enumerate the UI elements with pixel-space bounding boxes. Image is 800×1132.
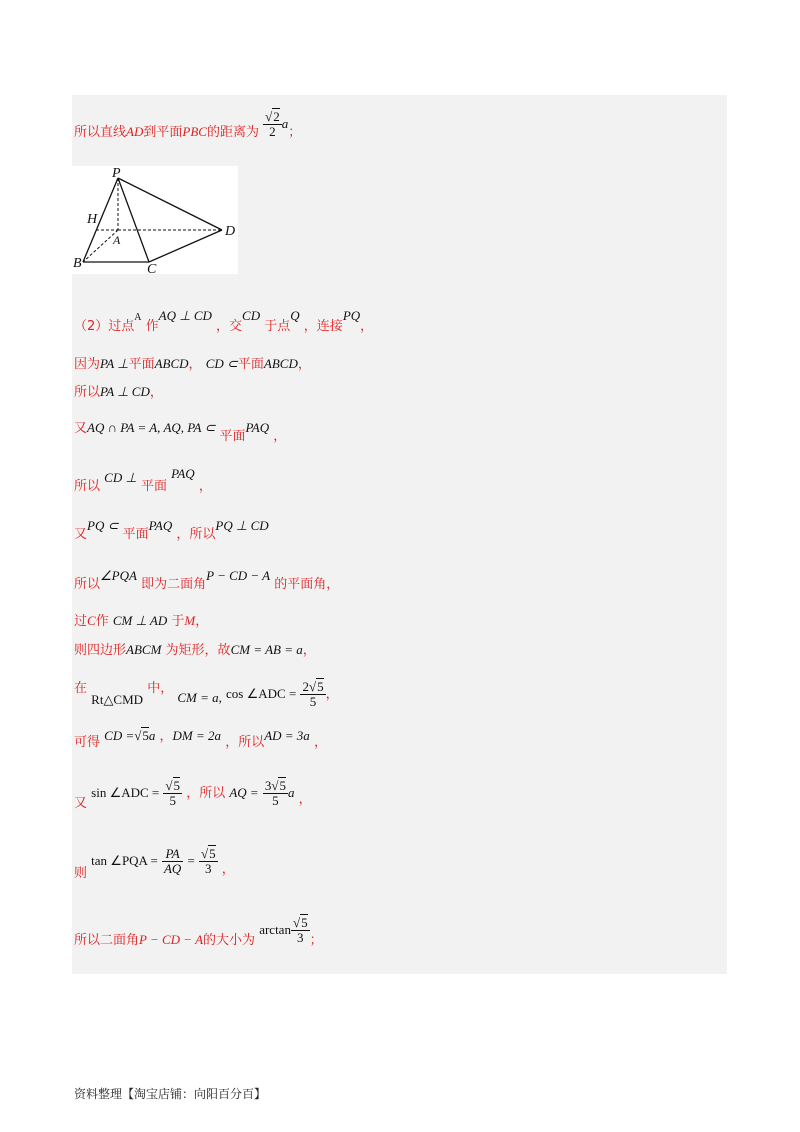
solution-line-15: 所以二面角P − CD − A的大小为 arctan $\frac{√5}{3}$ ； — [74, 915, 323, 948]
label-D: D — [225, 224, 236, 239]
label-A: A — [113, 233, 121, 247]
solution-line-7: 又PQ ⊂ 平面PAQ ，所以PQ ⊥ CD — [74, 518, 269, 542]
solution-line-5: 又AQ ∩ PA = A, AQ, PA ⊂ 平面PAQ ， — [74, 420, 287, 444]
label-B: B — [73, 256, 82, 271]
solution-line-9: 过C作 CM ⊥ AD 于M， — [74, 613, 209, 629]
solution-line-11: 在 Rt△CMD 中， CM = a, cos ∠ADC = $\frac{2√5}{5}$ ， — [74, 679, 339, 709]
label-H: H — [87, 212, 98, 227]
edge-CD — [149, 230, 222, 262]
solution-line-4: 所以PA ⊥ CD， — [74, 384, 163, 400]
pyramid-diagram — [72, 166, 238, 274]
cos-fraction: $\frac{2√5}{5}$ — [302, 679, 324, 709]
solution-line-10: 则四边形ABCM 为矩形，故CM = AB = a， — [74, 642, 316, 658]
aq-fraction: $\frac{3√5}{5}$ — [264, 778, 286, 808]
pyramid-figure — [72, 166, 238, 274]
solution-line-12: 可得 CD =√5a ，DM = 2a ，所以AD = 3a ， — [74, 728, 327, 750]
solution-line-3: 因为PA ⊥平面ABCD， CD ⊂平面ABCD， — [74, 356, 311, 372]
solution-line-14: 则 tan ∠PQA = $\frac{PA}{AQ}$ = $\frac{√5}{3}$ ， — [74, 846, 235, 881]
label-P: P — [112, 166, 121, 181]
footer-source: 资料整理【淘宝店铺：向阳百分百】 — [74, 1087, 267, 1101]
sin-fraction: $\frac{√5}{5}$ — [165, 778, 181, 808]
solution-line-6: 所以 CD ⊥ 平面 PAQ ， — [74, 466, 212, 494]
solution-line-1: 所以直线AD到平面PBC的距离为 $\frac{√2}{2}$ a； — [74, 109, 302, 140]
arctan-fraction: $\frac{√5}{3}$ — [292, 915, 308, 945]
pa-aq-fraction: $\frac{PA}{AQ}$ — [163, 846, 182, 876]
edge-PD — [118, 178, 222, 230]
solution-line-8: 所以∠PQA 即为二面角P − CD − A 的平面角， — [74, 568, 340, 592]
solution-line-2: （2）过点$^A$ 作AQ ⊥ CD ，交CD 于点Q ，连接PQ， — [74, 308, 374, 334]
solution-line-13: 又 sin ∠ADC = $\frac{√5}{5}$ ，所以 AQ = $\frac{3√5}{5}$ a ， — [74, 778, 312, 811]
tan-fraction: $\frac{√5}{3}$ — [200, 846, 216, 876]
distance-fraction: $\frac{√2}{2}$ — [265, 109, 280, 139]
label-C: C — [147, 262, 157, 274]
